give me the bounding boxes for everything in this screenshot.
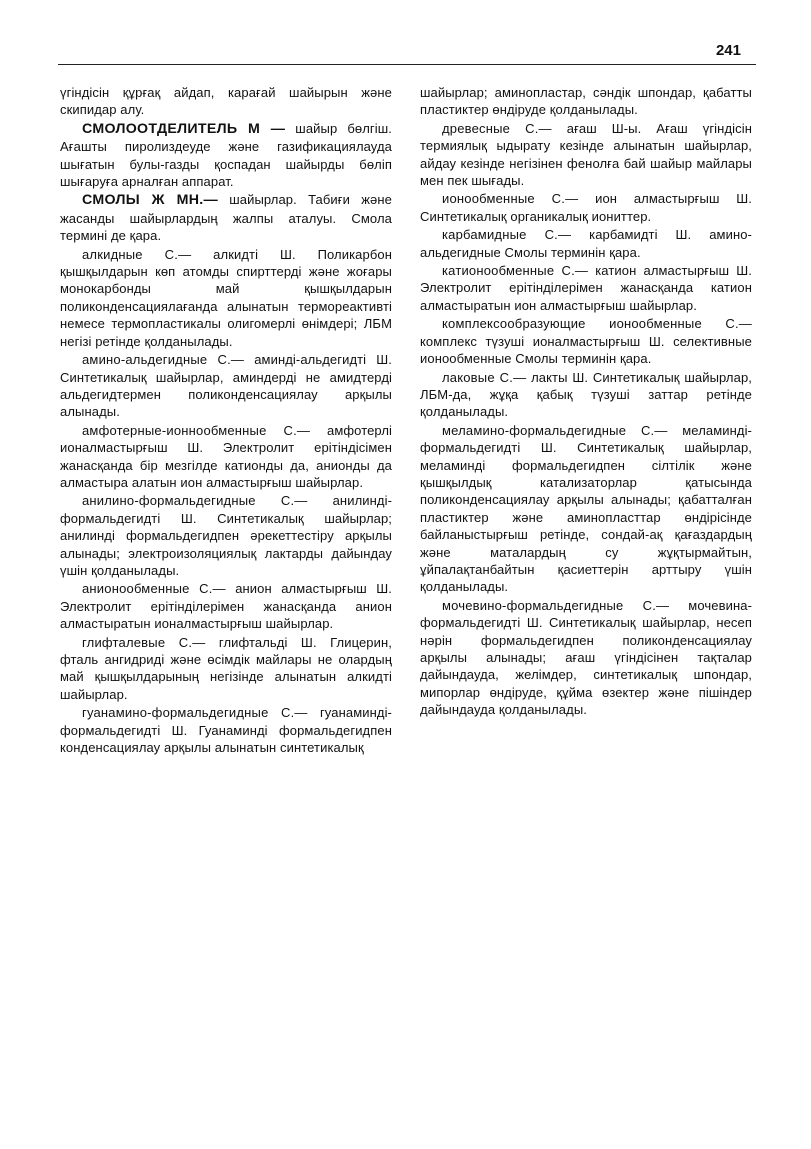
subterm: катионообменные С.—	[442, 263, 589, 279]
subterm: меламино-формальдегидные С.—	[442, 422, 668, 438]
entry-continuation: үгіндісін құрғақ айдап, карағай шайырын және скипидар алу.	[60, 85, 392, 118]
left-column	[60, 84, 392, 757]
headword: СМОЛЫ Ж МН.—	[82, 192, 218, 209]
entry-amfoternye: амфотерные-ионнообменные С.— амфотерлі ионалмастырғыш Ш. Электролит ерітіндісімен жанасқанда бір мезгілде катионды да, анионды да алмастыра алатын ион алмастырғыш шайырлар.	[60, 422, 392, 490]
entry-smolootdelitel: СМОЛООТДЕЛИТЕЛЬ М — шайыр бөлгіш. Ағашты пиролиздеуде және газификациялауда шығатын булы-газды қоспадан шайырды бөліп шығаруға арналған аппарат.	[60, 120, 392, 190]
entry-guanamino: гуанамино-формальдегидные С.— гуанаминді-формальдегидті Ш. Гуанаминді формальдегидпен конденсациялау арқылы алынатын синтетикалық	[60, 705, 392, 756]
subterm: анилино-формальдегидные С.—	[82, 493, 308, 509]
entry-alkidnye: алкидные С.— алкидті Ш. Поликарбон қышқылдарын көп атомды спирттерді және жоғары монокарбонды май қышқылдарын поликонденсациялағанда алынатын термореактивті немесе термопластикалы олигомерлі өнімдері; ЛБМ негізі ретінде қолданылады.	[60, 246, 392, 349]
subterm: глифталевые С.—	[82, 634, 206, 650]
header-rule	[58, 64, 756, 65]
subterm: гуанамино-формальдегидные С.—	[82, 705, 308, 721]
entry-drevesnye: древесные С.— ағаш Ш-ы. Ағаш үгіндісін термиялық ыдырату кезінде алынатын шайырлар, айдау кезінде негізінен фенолға бай шайыр майлары мен пек шығады.	[420, 120, 752, 189]
subterm: алкидные С.—	[82, 246, 192, 262]
subterm: анионообменные С.—	[82, 581, 226, 597]
entry-gliftalevye: глифталевые С.— глифтальді Ш. Глицерин, фталь ангидриді және өсімдік майлары не олардың май қышқылдарының негізінде алынатын алкидті шайырлар.	[60, 634, 392, 702]
entry-continuation: шайырлар; аминопластар, сәндік шпондар, қабатты пластиктер өндіруде қолданылады.	[420, 85, 752, 118]
entry-anilino: анилино-формальдегидные С.— анилинді-формальдегидті Ш. Синтетикалық шайырлар; анилинді формальдегидпен әрекеттестіру арқылы алынады; электроизоляциялық лактарды дайындау үшін қолданылады.	[60, 493, 392, 578]
entry-smoly: СМОЛЫ Ж МН.— шайырлар. Табиғи және жасанды шайырлардың жалпы аталуы. Смола термині де қара.	[60, 192, 392, 244]
subterm: карбамидные С.—	[442, 227, 572, 243]
subterm: мочевино-формальдегидные С.—	[442, 597, 670, 613]
subterm: древесные С.—	[442, 120, 552, 136]
subterm: комплексообразующие ионообменные С.—	[442, 316, 752, 332]
entry-anionoobmennye: анионообменные С.— анион алмастырғыш Ш. Электролит ерітінділерімен жанасқанда анион алмастыратын ионалмастырғыш шайырлар.	[60, 581, 392, 632]
entry-melamino: меламино-формальдегидные С.— меламинді-формальдегидті Ш. Синтетикалық шайырлар, меламинді формальдегидпен сілтілік және қышқылдық катализаторлар қатысында поликонденсациялау арқылы алынады; қабатталған пластиктер және аминопласттар өндірісінде байланыстырғыш ретінде, сондай-ақ қағаздардың және маталардың су жұқтырмайтын, ұйпалақтанбайтын қасиеттерін арттыру үшін қолданылады.	[420, 422, 752, 595]
right-column	[420, 84, 752, 720]
entry-karbamidnye: карбамидные С.— карбамидті Ш. амино-альдегидные Смолы терминін қара.	[420, 227, 752, 260]
entry-ionoobmennye: ионообменные С.— ион алмастырғыш Ш. Синтетикалық органикалық иониттер.	[420, 191, 753, 224]
entry-kompleksoobrazuyushchie: комплексообразующие ионообменные С.— комплекс түзуші ионалмастырғыш Ш. селективные ионообменные Смолы терминін қара.	[420, 316, 752, 367]
headword: СМОЛООТДЕЛИТЕЛЬ М —	[82, 120, 286, 137]
subterm: амино-альдегидные С.—	[82, 352, 245, 368]
entry-amino-aldegidnye: амино-альдегидные С.— аминді-альдегидті Ш. Синтетикалық шайырлар, аминдерді не амидтерді альдегидтермен поликонденсациялау арқылы алынады.	[60, 352, 392, 420]
entry-lakovye: лаковые С.— лакты Ш. Синтетикалық шайырлар, ЛБМ-да, жұқа қабық түзуші заттар ретінде қолданылады.	[420, 369, 752, 420]
entry-mochevino: мочевино-формальдегидные С.— мочевина-формальдегидті Ш. Синтетикалық шайырлар, несеп нәрін формальдегидпен поликонденсациялау арқылы алынады; ағаш үгіндісінен тақталар дайындауда, желімдер, синтетикалық шпондар, мипорлар өндіруде, құйма өзектер және пішіндер дайындауда қолданылады.	[420, 597, 752, 718]
entry-kationoobmennye: катионообменные С.— катион алмастырғыш Ш. Электролит ерітінділерімен жанасқанда катион алмастыратын ион алмастырғыш шайырлар.	[420, 263, 752, 313]
page-number: 241	[715, 42, 741, 59]
subterm: лаковые С.—	[442, 369, 527, 385]
subterm: амфотерные-ионнообменные С.—	[82, 422, 311, 438]
subterm: ионообменные С.—	[442, 191, 579, 207]
